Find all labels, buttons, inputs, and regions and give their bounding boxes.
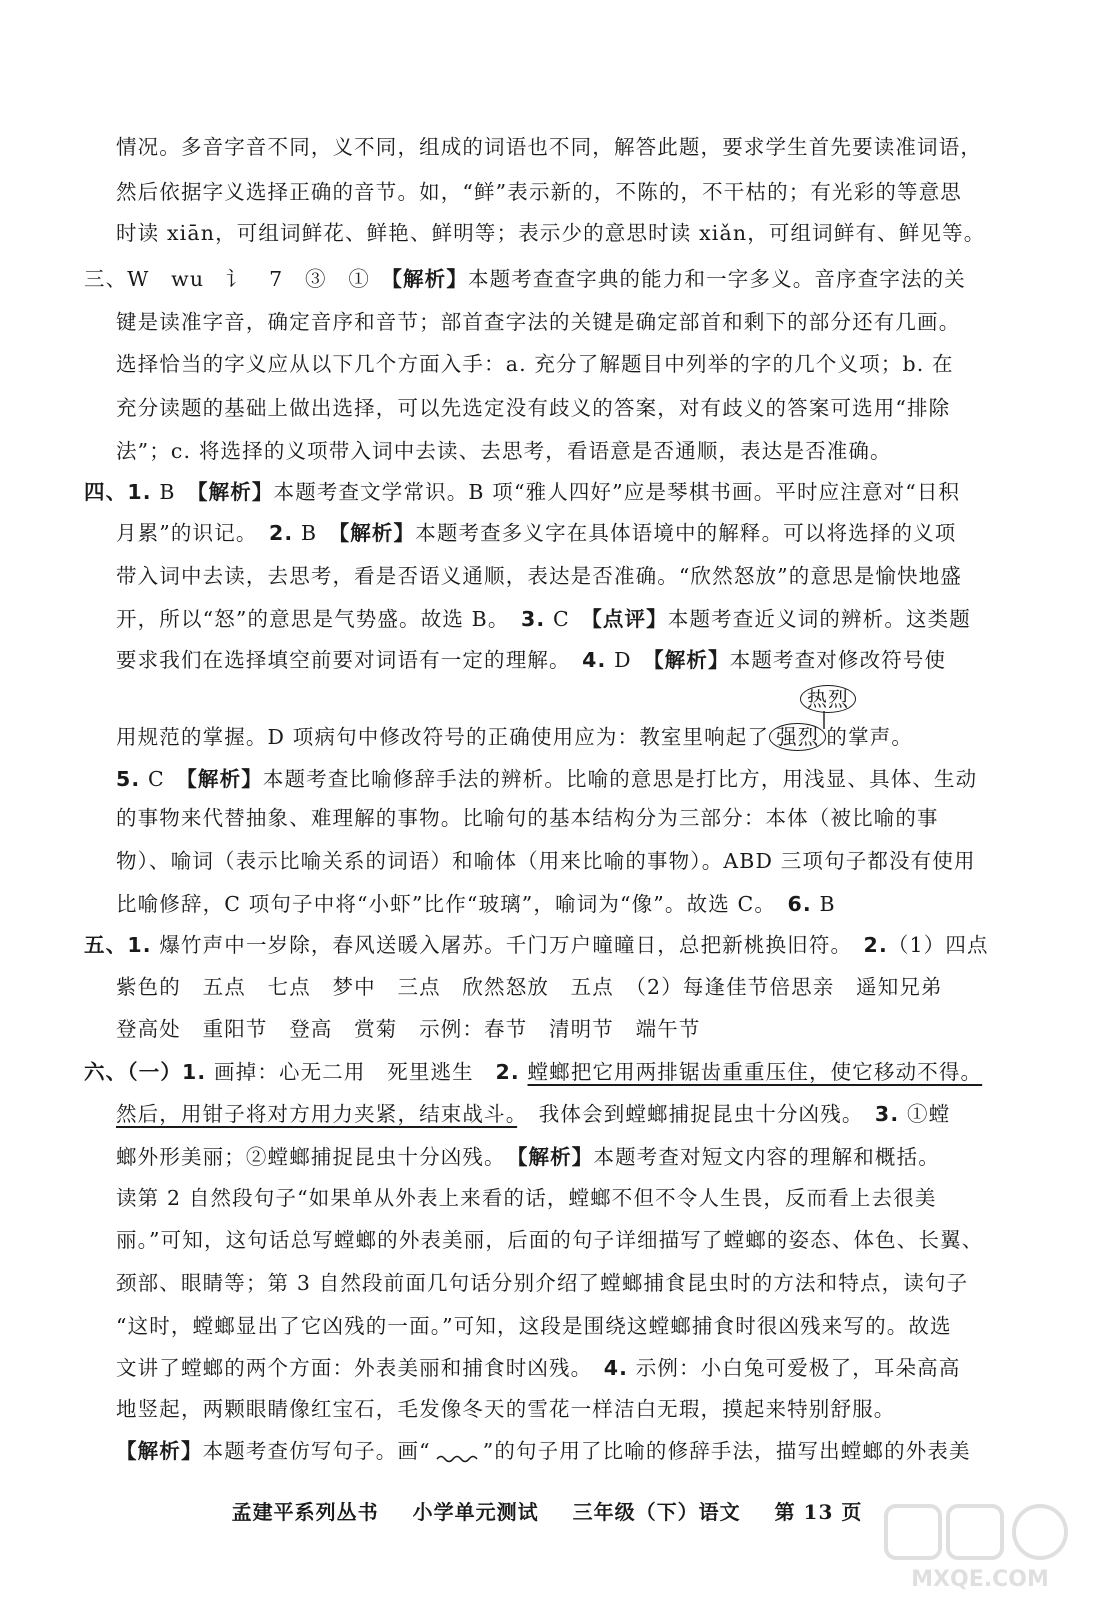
text-line: 法”；c. 将选择的义项带入词中去读、去思考，看语意是否通顺，表达是否准确。 — [116, 439, 892, 463]
answer-text: 三、W wu 讠 7 ③ ① — [84, 267, 392, 291]
analysis-text: 本题考查仿写句子。画“ — [202, 1439, 431, 1463]
text-fragment: 文讲了螳螂的两个方面：外表美丽和捕食时凶残。 — [116, 1356, 604, 1380]
text-fragment: 要求我们在选择填空前要对词语有一定的理解。 — [116, 648, 583, 672]
analysis-label: 【解析】 — [338, 521, 416, 545]
question-number: 1. — [127, 480, 152, 504]
footer-series: 孟建平系列丛书 — [231, 1500, 379, 1524]
text-line: 情况。多音字音不同，义不同，组成的词语也不同，解答此题，要求学生首先要读准词语， — [116, 135, 982, 159]
text-line: 登高处 重阳节 登高 赏菊 示例：春节 清明节 端午节 — [116, 1017, 701, 1041]
answer-text: B — [811, 892, 836, 916]
question-number: 1. — [127, 933, 152, 957]
answer-text: 螂外形美丽；②螳螂捕捉昆虫十分凶残。 — [116, 1145, 518, 1169]
analysis-text: 本题考查多义字在具体语境中的解释。可以将选择的义项 — [415, 521, 957, 545]
svg-text:MXQE.COM: MXQE.COM — [911, 1567, 1049, 1592]
text-line: 紫色的 五点 七点 梦中 三点 欣然怒放 五点 （2）每逢佳节倍思亲 遥知兄弟 — [116, 975, 943, 999]
analysis-text: 本题考查比喻修辞手法的辨析。比喻的意思是打比方，用浅显、具体、生动 — [262, 767, 978, 791]
text-line — [116, 518, 956, 548]
answer-text: C — [140, 767, 187, 791]
text-line: 的事物来代替抽象、难理解的事物。比喻句的基本结构分为三部分：本体（被比喻的事 — [116, 806, 939, 830]
question-number: 3. — [520, 607, 546, 631]
analysis-text: ”的句子用了比喻的修辞手法，描写出螳螂的外表美 — [482, 1439, 971, 1463]
analysis-text: 本题考查查字典的能力和一字多义。音序查字法的关 — [467, 267, 966, 291]
answer-text: C — [545, 607, 592, 631]
answer-text: B — [151, 480, 198, 504]
section-number: 六、（一） — [84, 1060, 182, 1084]
correction-mark: 热烈 — [800, 685, 856, 713]
text-line — [116, 1436, 971, 1466]
text-line — [116, 764, 977, 794]
footer-grade: 三年级（下）语文 — [572, 1500, 741, 1524]
answer-text: 画掉：心无二用 死里逃生 — [206, 1060, 496, 1084]
section-four-line — [84, 477, 960, 507]
watermark-icon — [880, 1502, 1080, 1592]
analysis-label: 【解析】 — [197, 480, 274, 504]
text-line: 选择恰当的字义应从以下几个方面入手：a. 充分了解题目中列举的字的几个义项；b. 在 — [116, 352, 954, 376]
text-fragment: 比喻修辞，C 项句子中将“小虾”比作“玻璃”，喻词为“像”。故选 C。 — [116, 892, 788, 916]
question-number: 4. — [603, 1356, 629, 1380]
text-line — [116, 722, 913, 752]
answer-text: D — [606, 648, 654, 672]
text-line: 时读 xiān，可组词鲜花、鲜艳、鲜明等；表示少的意思时读 xiǎn，可组词鲜有、鲜见等。 — [116, 221, 986, 245]
circled-word: 强烈 — [769, 723, 826, 751]
section-number: 四、 — [84, 480, 128, 504]
analysis-label: 【解析】 — [653, 648, 730, 672]
answer-text: B — [293, 521, 339, 545]
question-number: 2. — [495, 1060, 520, 1084]
text-line — [116, 1353, 960, 1383]
analysis-label: 【解析】 — [186, 767, 263, 791]
answer-text: 爆竹声中一岁除，春风送暖入屠苏。千门万户曈曈日，总把新桃换旧符。 — [151, 933, 864, 957]
text-line: 充分读题的基础上做出选择，可以先选定没有歧义的答案，对有歧义的答案可选用“排除 — [116, 396, 951, 420]
answer-text: 我体会到螳螂捕捉昆虫十分凶残。 — [517, 1102, 875, 1126]
watermark-logo — [880, 1502, 1080, 1592]
text-line: 物）、喻词（表示比喻关系的词语）和喻体（用来比喻的事物）。ABD 三项句子都没有使用 — [116, 849, 976, 873]
question-number: 2. — [863, 933, 888, 957]
answer-text: ①螳 — [899, 1102, 951, 1126]
text-line — [116, 604, 971, 634]
answer-text — [520, 1060, 528, 1084]
answer-text: （1）四点 — [887, 933, 989, 957]
answer-text: 示例：小白兔可爱极了，耳朵高高 — [628, 1356, 961, 1380]
text-line: “这时，螳螂显出了它凶残的一面。”可知，这段是围绕这螳螂捕食时很凶残来写的。故选 — [116, 1314, 952, 1338]
wavy-underline-icon — [431, 1442, 483, 1464]
footer-title: 小学单元测试 — [412, 1500, 539, 1524]
analysis-text: 本题考查文学常识。B 项“雅人四好”应是琴棋书画。平时应注意对“日积 — [273, 480, 961, 504]
analysis-text: 本题考查近义词的辨析。这类题 — [667, 607, 971, 631]
text-line — [116, 645, 946, 675]
analysis-text: 本题考查对修改符号使 — [729, 648, 947, 672]
section-five-line — [84, 930, 989, 960]
question-number: 1. — [182, 1060, 207, 1084]
section-six-line — [84, 1057, 982, 1087]
comment-label: 【点评】 — [591, 607, 668, 631]
footer-page-number: 第 13 页 — [774, 1500, 863, 1524]
text-line: 读第 2 自然段句子“如果单从外表上来看的话，螳螂不但不令人生畏，反而看上去很美 — [116, 1186, 937, 1210]
text-line — [116, 1099, 950, 1129]
text-line — [116, 889, 836, 919]
text-fragment: 开，所以“怒”的意思是气势盛。故选 B。 — [116, 607, 521, 631]
question-number: 5. — [116, 767, 141, 791]
section-three-line — [84, 264, 966, 294]
text-line: 颈部、眼睛等；第 3 自然段前面几句话分别介绍了螳螂捕食昆虫时的方法和特点，读句子 — [116, 1271, 969, 1295]
underlined-answer: 螳螂把它用两排锯齿重重压住，使它移动不得。 — [527, 1060, 983, 1084]
question-number: 2. — [268, 521, 294, 545]
section-number: 五、 — [84, 933, 128, 957]
text-line: 然后依据字义选择正确的音节。如，“鲜”表示新的，不陈的，不干枯的；有光彩的等意思 — [116, 180, 962, 204]
analysis-label: 【解析】 — [517, 1145, 594, 1169]
text-fragment: 用规范的掌握。D 项病句中修改符号的正确使用应为：教室里响起了 — [116, 725, 770, 749]
question-number: 4. — [582, 648, 607, 672]
text-fragment: 的掌声。 — [826, 725, 914, 749]
question-number: 3. — [874, 1102, 900, 1126]
text-line: 丽。”可知，这句话总写螳螂的外表美丽，后面的句子详细描写了螳螂的姿态、体色、长翼、 — [116, 1228, 984, 1252]
text-line: 地竖起，两颗眼睛像红宝石，毛发像冬天的雪花一样洁白无瑕，摸起来特别舒服。 — [116, 1397, 896, 1421]
underlined-answer: 然后，用钳子将对方用力夹紧，结束战斗。 — [116, 1102, 518, 1126]
text-line — [116, 1142, 940, 1172]
analysis-label: 【解析】 — [116, 1439, 203, 1463]
text-line: 带入词中去读，去思考，看是否语义通顺，表达是否准确。“欣然怒放”的意思是愉快地盛 — [116, 564, 962, 588]
text-fragment: 月累”的识记。 — [116, 521, 269, 545]
analysis-text: 本题考查对短文内容的理解和概括。 — [593, 1145, 940, 1169]
text-line: 键是读准字音，确定音序和音节；部首查字法的关键是确定部首和剩下的部分还有几画。 — [116, 310, 961, 334]
question-number: 6. — [787, 892, 812, 916]
analysis-label: 【解析】 — [391, 267, 468, 291]
